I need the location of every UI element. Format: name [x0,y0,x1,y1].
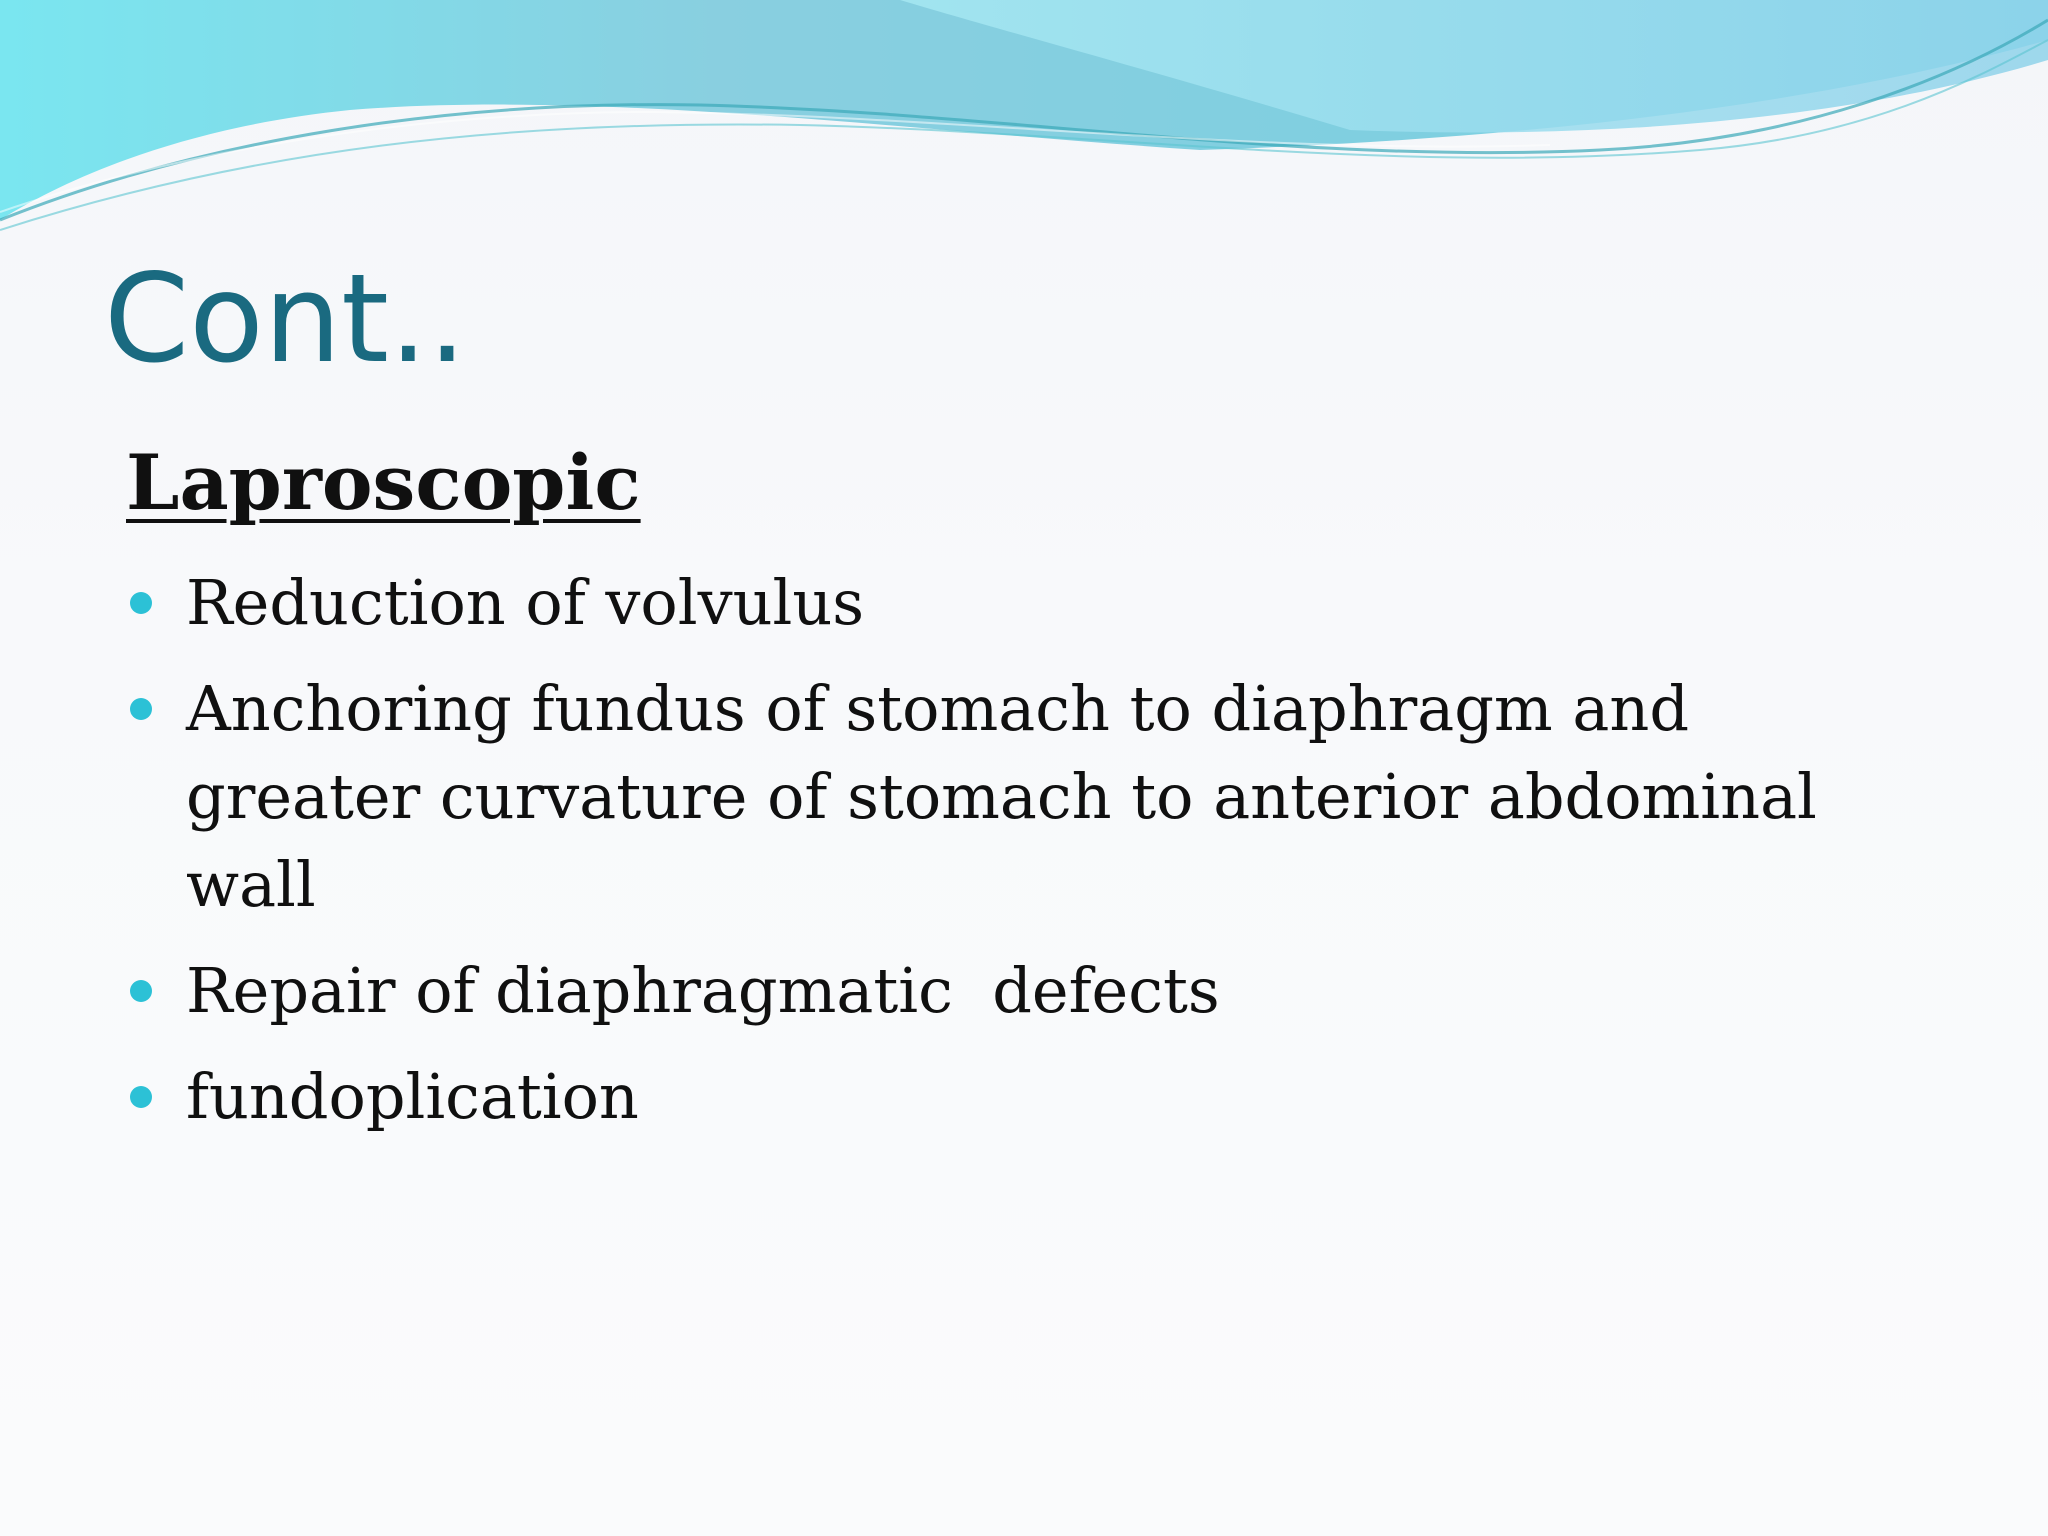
list-item [126,1053,1906,1141]
header-wave-decoration [0,0,2048,240]
list-item-text: Reduction of volvulus [186,566,865,639]
bullet-icon [130,1086,152,1108]
list-item [126,665,1906,929]
bullet-icon [130,698,152,720]
slide-title: Cont.. [104,248,467,390]
bullet-icon [130,592,152,614]
bullet-icon [130,980,152,1002]
list-item [126,947,1906,1035]
section-subheading: Laproscopic [126,438,641,527]
slide-content [126,438,1906,1159]
list-item-text: fundoplication [186,1060,639,1133]
list-item-text: Repair of diaphragmatic defects [186,954,1220,1027]
list-item [126,559,1906,647]
list-item-text: Anchoring fundus of stomach to diaphragm and greater curvature of stomach to anterior abdominal wall [186,672,1817,921]
bullet-list [126,559,1906,1141]
